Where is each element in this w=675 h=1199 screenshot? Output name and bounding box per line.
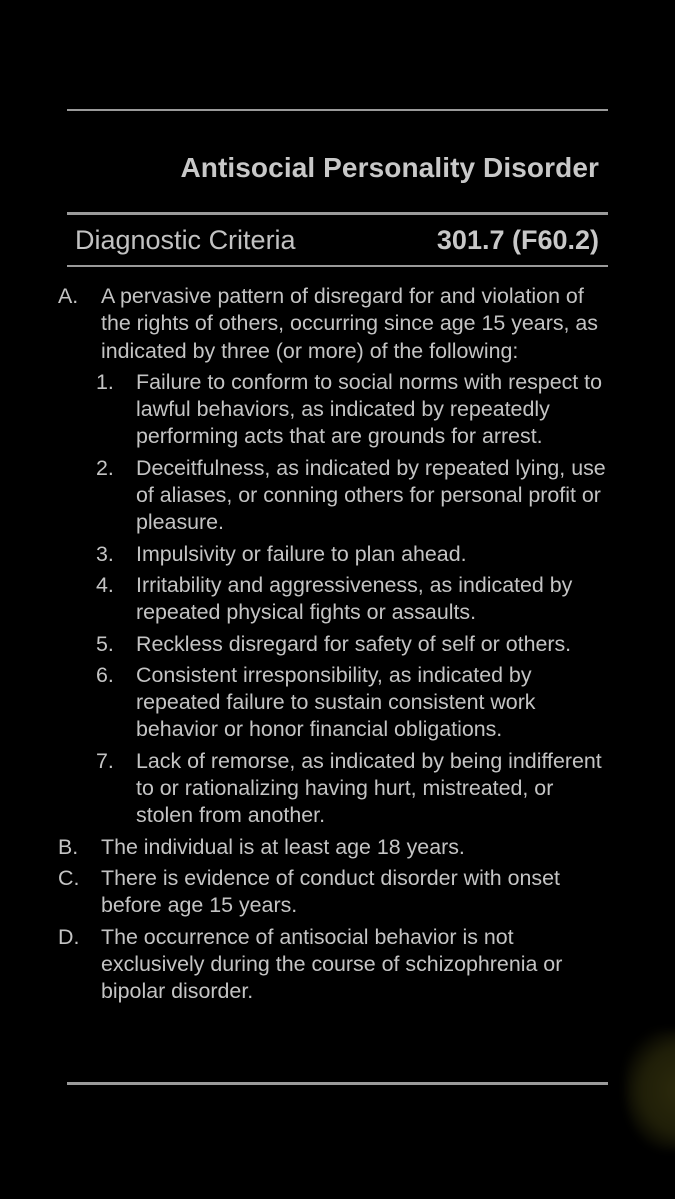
criteria-header <box>75 224 599 256</box>
list-item <box>0 455 611 537</box>
item-number: 1. <box>96 369 114 394</box>
list-item <box>0 631 611 658</box>
item-text: Failure to conform to social norms with respect to lawful behaviors, as indicated by repeatedly performing acts that are grounds for arrest. <box>136 369 603 449</box>
criterion-a-items <box>0 369 675 830</box>
item-number: 3. <box>96 541 114 566</box>
list-item <box>0 541 611 568</box>
criterion-letter: C. <box>58 865 80 890</box>
page-title: Antisocial Personality Disorder <box>180 152 599 183</box>
criterion-letter: D. <box>58 924 80 949</box>
criterion-a <box>0 283 611 365</box>
item-text: Reckless disregard for safety of self or others. <box>136 631 572 656</box>
item-number: 7. <box>96 748 114 773</box>
bottom-rule <box>67 1082 608 1085</box>
item-number: 5. <box>96 631 114 656</box>
header-rule <box>67 265 608 267</box>
list-item <box>0 662 611 744</box>
item-text: Consistent irresponsibility, as indicated by repeated failure to sustain consistent work behavior or honor financial obligations. <box>136 662 536 742</box>
diagnostic-code: 301.7 (F60.2) <box>436 225 599 255</box>
item-text: Lack of remorse, as indicated by being indifferent to or rationalizing having hurt, mistreated, or stolen from another. <box>136 748 602 828</box>
criterion-d <box>0 924 611 1006</box>
criterion-text: A pervasive pattern of disregard for and violation of the rights of others, occurring since age 15 years, as indicated by three (or more) of the following: <box>101 284 598 363</box>
list-item <box>0 572 611 627</box>
criterion-c <box>0 865 611 920</box>
criterion-text: The individual is at least age 18 years. <box>101 834 465 859</box>
criteria-label: Diagnostic Criteria <box>75 225 296 255</box>
item-text: Impulsivity or failure to plan ahead. <box>136 541 467 566</box>
criterion-b <box>0 834 611 861</box>
criterion-letter: B. <box>58 834 79 859</box>
list-item <box>0 748 611 830</box>
title-rule <box>67 212 608 215</box>
criterion-letter: A. <box>58 284 79 308</box>
criterion-text: There is evidence of conduct disorder with onset before age 15 years. <box>101 865 560 918</box>
list-item <box>0 369 611 451</box>
item-number: 6. <box>96 662 114 687</box>
item-number: 4. <box>96 572 114 597</box>
item-number: 2. <box>96 455 114 480</box>
criterion-text: The occurrence of antisocial behavior is not exclusively during the course of schizophrenia or bipolar disorder. <box>101 924 563 1004</box>
criteria-list <box>0 283 675 1009</box>
ambient-glow <box>625 1030 675 1150</box>
top-rule <box>67 109 608 111</box>
item-text: Irritability and aggressiveness, as indicated by repeated physical fights or assaults. <box>136 572 573 625</box>
item-text: Deceitfulness, as indicated by repeated lying, use of aliases, or conning others for personal profit or pleasure. <box>136 455 606 535</box>
